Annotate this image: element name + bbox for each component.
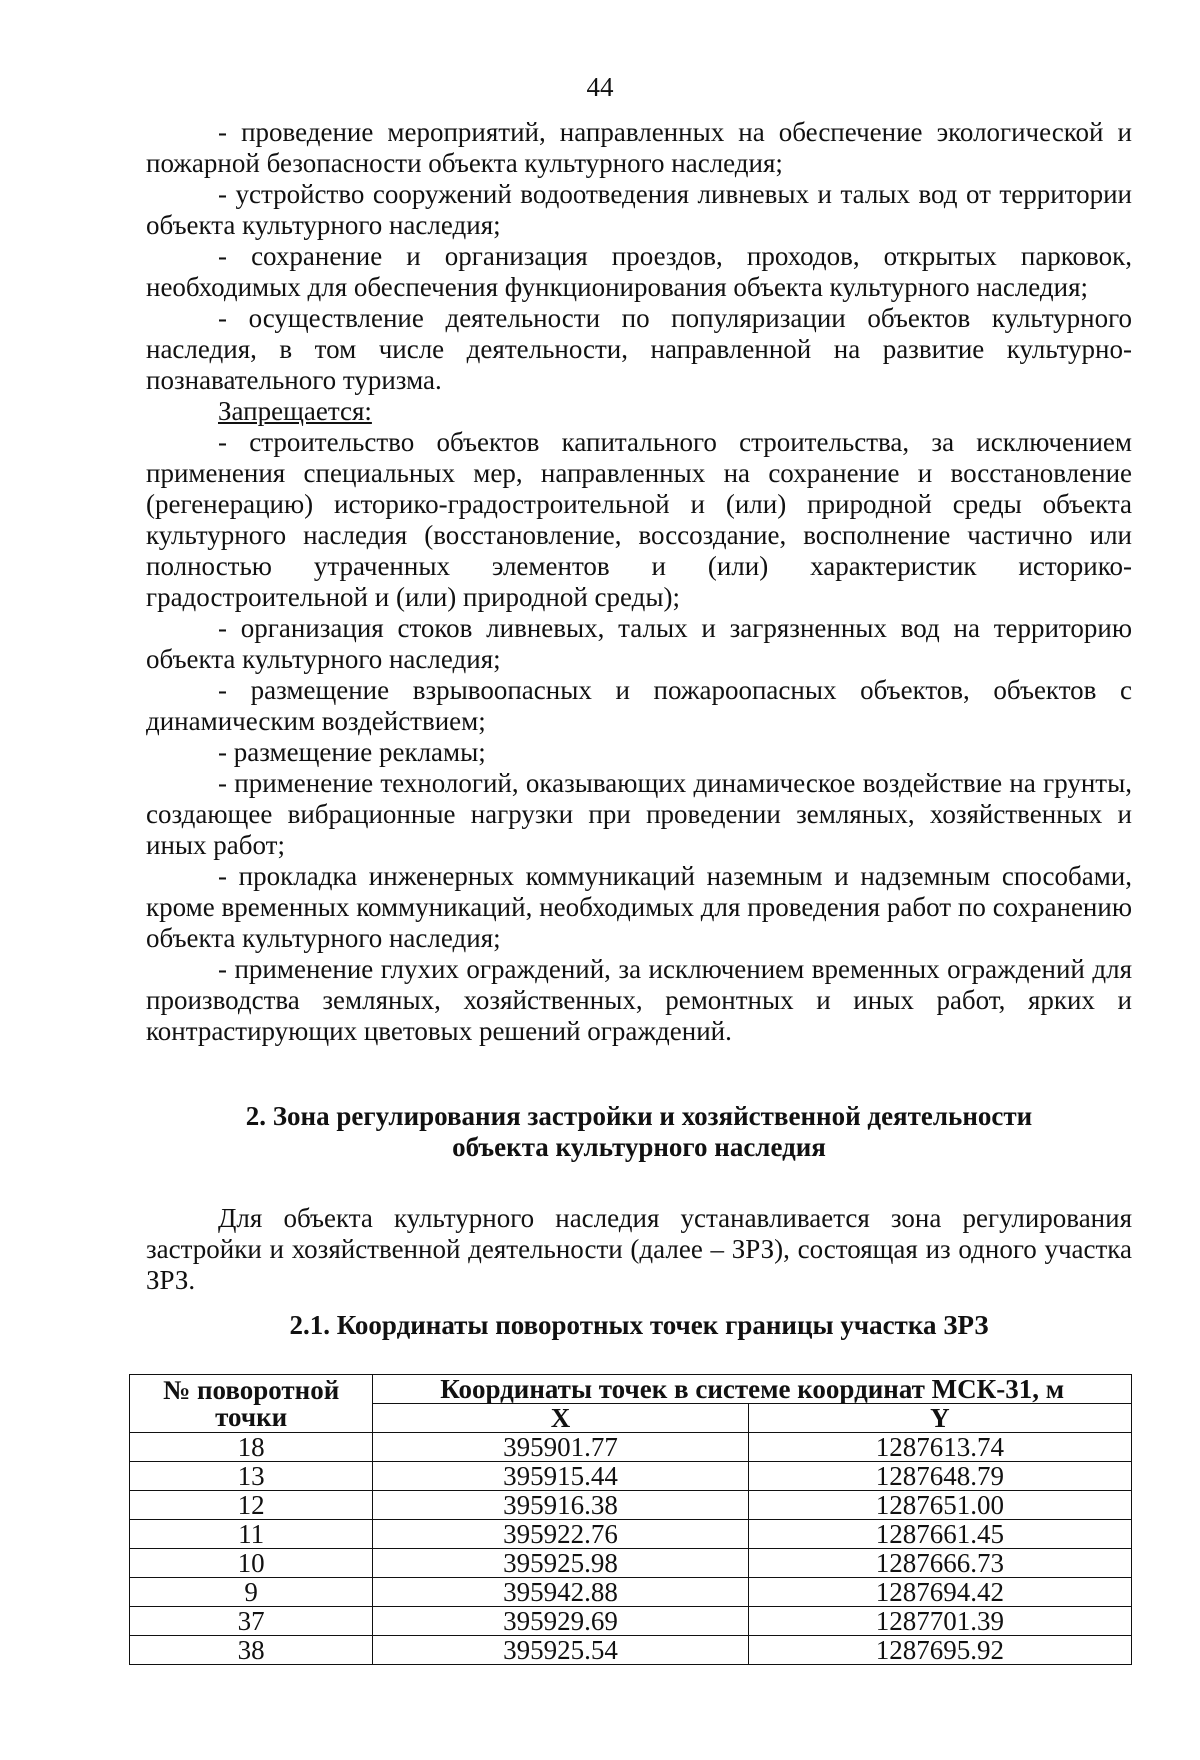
paragraph-prohibited-2: - организация стоков ливневых, талых и загрязненных вод на территорию объекта культурного наследия; — [146, 613, 1132, 674]
cell-x: 395916.38 — [373, 1491, 748, 1520]
paragraph-prohibited-1: - строительство объектов капитального строительства, за исключением применения специальных мер, направленных на сохранение и восстановление (регенерацию) историко-градостроительной и (или) природной среды объекта культурного наследия (восстановление, воссоздание, восполнение частично или полностью утраченных элементов и (или) характеристик историко-градостроительной и (или) природной среды); — [146, 427, 1132, 612]
header-point-number — [130, 1375, 373, 1433]
table-row — [130, 1549, 1132, 1578]
cell-point: 11 — [130, 1520, 373, 1549]
cell-point: 12 — [130, 1491, 373, 1520]
cell-y: 1287701.39 — [748, 1607, 1131, 1636]
cell-y: 1287613.74 — [748, 1433, 1131, 1462]
cell-x: 395942.88 — [373, 1578, 748, 1607]
table-row — [130, 1578, 1132, 1607]
paragraph-prohibited-3: - размещение взрывоопасных и пожароопасных объектов, объектов с динамическим воздействием; — [146, 675, 1132, 736]
cell-point: 13 — [130, 1462, 373, 1491]
cell-point: 38 — [130, 1636, 373, 1665]
section-2-1-heading: 2.1. Координаты поворотных точек границы участка ЗРЗ — [289, 1310, 989, 1340]
cell-y: 1287694.42 — [748, 1578, 1131, 1607]
header-point-line1: № поворотной — [163, 1374, 340, 1405]
paragraph-permitted-2: - устройство сооружений водоотведения ливневых и талых вод от территории объекта культурного наследия; — [146, 179, 1132, 240]
cell-x: 395915.44 — [373, 1462, 748, 1491]
paragraph-prohibited-6: - прокладка инженерных коммуникаций наземным и надземным способами, кроме временных коммуникаций, необходимых для проведения работ по сохранению объекта культурного наследия; — [146, 861, 1132, 953]
cell-x: 395925.54 — [373, 1636, 748, 1665]
table-row — [130, 1462, 1132, 1491]
paragraph-permitted-3: - сохранение и организация проездов, проходов, открытых парковок, необходимых для обеспечения функционирования объекта культурного наследия; — [146, 241, 1132, 302]
section-2-heading-line1: 2. Зона регулирования застройки и хозяйственной деятельности — [245, 1101, 1033, 1131]
table-header-row — [130, 1375, 1132, 1404]
header-y: Y — [748, 1404, 1131, 1433]
coordinates-table — [129, 1374, 1132, 1665]
cell-y: 1287666.73 — [748, 1549, 1131, 1578]
prohibited-label-line — [146, 396, 1132, 427]
table-row — [130, 1636, 1132, 1665]
page-number: 44 — [586, 72, 614, 102]
cell-x: 395925.98 — [373, 1549, 748, 1578]
header-x: X — [373, 1404, 748, 1433]
section-2-intro: Для объекта культурного наследия устанавливается зона регулирования застройки и хозяйственной деятельности (далее – ЗРЗ), состоящая из одного участка ЗРЗ. — [146, 1203, 1132, 1295]
paragraph-permitted-4: - осуществление деятельности по популяризации объектов культурного наследия, в том числе деятельности, направленной на развитие культурно-познавательного туризма. — [146, 303, 1132, 395]
section-2-heading-line2: объекта культурного наследия — [452, 1132, 826, 1162]
cell-point: 10 — [130, 1549, 373, 1578]
cell-point: 9 — [130, 1578, 373, 1607]
table-row — [130, 1433, 1132, 1462]
paragraph-prohibited-4: - размещение рекламы; — [218, 737, 486, 767]
table-row — [130, 1491, 1132, 1520]
paragraph-permitted-1: - проведение мероприятий, направленных на обеспечение экологической и пожарной безопасности объекта культурного наследия; — [146, 117, 1132, 178]
prohibited-label: Запрещается: — [218, 396, 372, 426]
header-point-line2: точки — [215, 1401, 288, 1432]
paragraph-prohibited-5: - применение технологий, оказывающих динамическое воздействие на грунты, создающее вибрационные нагрузки при проведении земляных, хозяйственных и иных работ; — [146, 768, 1132, 860]
cell-point: 18 — [130, 1433, 373, 1462]
cell-y: 1287661.45 — [748, 1520, 1131, 1549]
table-row — [130, 1520, 1132, 1549]
cell-point: 37 — [130, 1607, 373, 1636]
cell-x: 395901.77 — [373, 1433, 748, 1462]
paragraph-prohibited-7: - применение глухих ограждений, за исключением временных ограждений для производства земляных, хозяйственных, ремонтных и иных работ, ярких и контрастирующих цветовых решений ограждений. — [146, 954, 1132, 1046]
cell-y: 1287648.79 — [748, 1462, 1131, 1491]
cell-y: 1287651.00 — [748, 1491, 1131, 1520]
section-2-heading — [146, 1101, 1132, 1163]
header-coordinates: Координаты точек в системе координат МСК-31, м — [373, 1375, 1132, 1404]
table-row — [130, 1607, 1132, 1636]
cell-y: 1287695.92 — [748, 1636, 1131, 1665]
cell-x: 395929.69 — [373, 1607, 748, 1636]
document-body — [146, 117, 1132, 1665]
cell-x: 395922.76 — [373, 1520, 748, 1549]
